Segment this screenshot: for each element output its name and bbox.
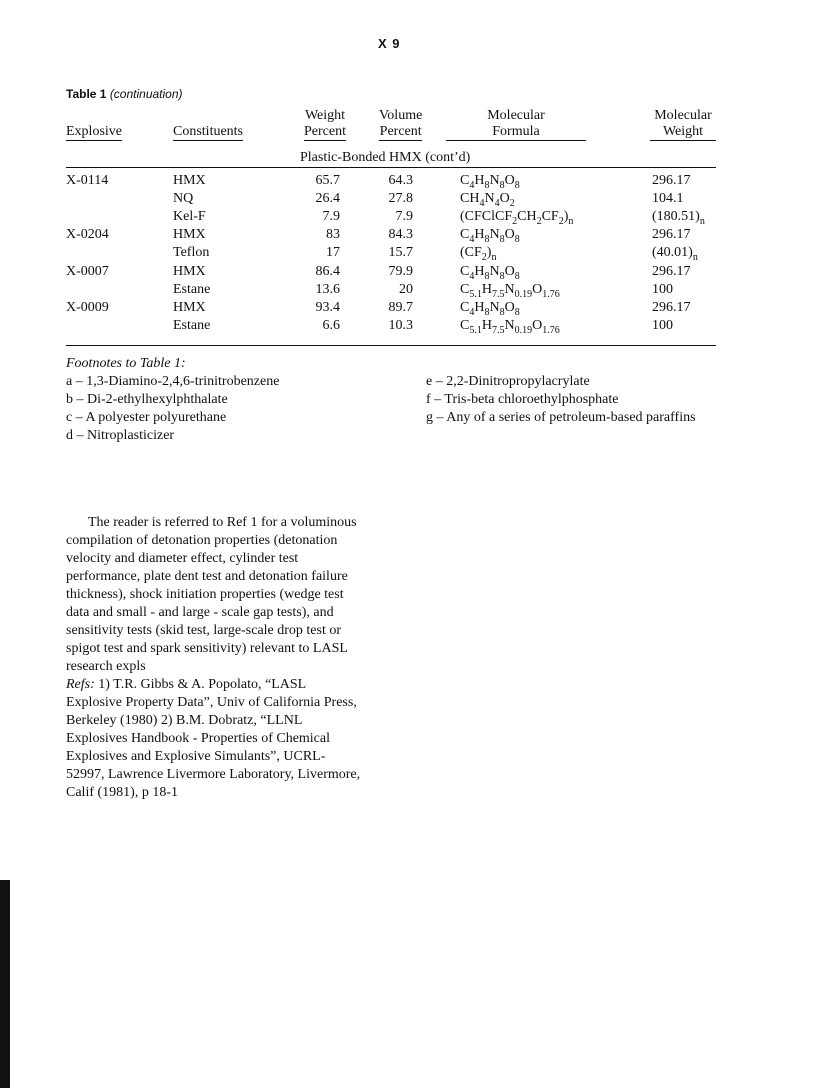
cell-explosive: X-0114 bbox=[66, 173, 109, 188]
cell-weight-percent: 65.7 bbox=[315, 173, 340, 188]
table-caption-note: (continuation) bbox=[109, 87, 183, 101]
table-bottom-rule bbox=[66, 345, 716, 346]
table-row bbox=[0, 263, 818, 281]
table-row bbox=[0, 172, 818, 190]
refs-label: Refs: bbox=[66, 677, 95, 692]
cell-weight-percent: 6.6 bbox=[322, 317, 340, 333]
table-row bbox=[0, 281, 818, 299]
references bbox=[66, 676, 362, 802]
cell-molecular-weight: 100 bbox=[652, 317, 673, 333]
cell-volume-percent: 15.7 bbox=[388, 245, 413, 261]
cell-volume-percent: 27.8 bbox=[388, 191, 413, 207]
cell-constituent: Teflon bbox=[173, 245, 210, 261]
table-row bbox=[0, 244, 818, 262]
footnote-a: a – 1,3-Diamino-2,4,6-trinitrobenzene bbox=[66, 374, 280, 389]
header-volume-percent: Volume Percent bbox=[379, 108, 423, 139]
cell-molecular-formula: $C_{5.1}H_{7.5}N_{0.19}O_{1.76}$ bbox=[460, 317, 560, 336]
page-binding-edge bbox=[0, 880, 10, 1088]
cell-weight-percent: 86.4 bbox=[315, 263, 340, 279]
cell-molecular-weight: 296.17 bbox=[652, 173, 691, 188]
cell-explosive: X-0009 bbox=[66, 299, 109, 315]
footnote-b: b – Di-2-ethylhexylphthalate bbox=[66, 392, 228, 407]
table-top-rule bbox=[66, 167, 716, 168]
table-row bbox=[0, 208, 818, 226]
cell-molecular-weight: 296.17 bbox=[652, 263, 691, 279]
cell-volume-percent: 84.3 bbox=[388, 227, 413, 243]
cell-molecular-weight: $(180.51)_n$ bbox=[652, 209, 705, 227]
body-text-block bbox=[66, 514, 362, 802]
header-molecular-weight: Molecular Weight bbox=[650, 108, 716, 141]
cell-constituent: HMX bbox=[173, 227, 206, 243]
cell-constituent: HMX bbox=[173, 263, 206, 279]
cell-molecular-formula: $C_4H_8N_8O_8$ bbox=[460, 173, 520, 191]
page-number: X 9 bbox=[378, 36, 401, 51]
cell-molecular-formula: $C_4H_8N_8O_8$ bbox=[460, 299, 520, 318]
cell-weight-percent: 83 bbox=[326, 227, 340, 243]
cell-molecular-weight: 100 bbox=[652, 281, 673, 297]
footnote-f: f – Tris-beta chloroethylphosphate bbox=[426, 392, 619, 407]
header-constituents: Constituents bbox=[173, 124, 244, 139]
cell-molecular-formula: $C_4H_8N_8O_8$ bbox=[460, 263, 520, 282]
cell-volume-percent: 7.9 bbox=[395, 209, 413, 225]
cell-molecular-weight: $(40.01)_n$ bbox=[652, 245, 698, 264]
footnote-g: g – Any of a series of petroleum-based paraffins bbox=[426, 410, 696, 425]
table-row bbox=[0, 226, 818, 244]
cell-weight-percent: 26.4 bbox=[315, 191, 340, 207]
cell-constituent: Kel-F bbox=[173, 209, 206, 225]
cell-weight-percent: 7.9 bbox=[322, 209, 340, 225]
cell-molecular-formula: $(CF_2)_n$ bbox=[460, 245, 497, 264]
cell-volume-percent: 64.3 bbox=[388, 173, 413, 188]
table-caption bbox=[66, 87, 183, 101]
cell-explosive: X-0204 bbox=[66, 227, 109, 243]
body-paragraph: The reader is referred to Ref 1 for a voluminous compilation of detonation properties (detonation velocity and diameter effect, cylinder test performance, plate dent test and detonation failure thickness), shock initiation properties (wedge test data and small - and large - scale gap tests), and sensitivity tests (skid test, large-scale drop test or spigot test and spark sensitivity) relevant to LASL research expls bbox=[66, 515, 357, 674]
cell-molecular-weight: 104.1 bbox=[652, 191, 684, 207]
cell-molecular-formula: $C_4H_8N_8O_8$ bbox=[460, 227, 520, 246]
cell-volume-percent: 10.3 bbox=[388, 317, 413, 333]
table-row bbox=[0, 190, 818, 208]
cell-constituent: Estane bbox=[173, 281, 211, 297]
cell-explosive: X-0007 bbox=[66, 263, 109, 279]
header-explosive: Explosive bbox=[66, 124, 122, 139]
cell-weight-percent: 93.4 bbox=[315, 299, 340, 315]
table-group-label: Plastic-Bonded HMX (cont’d) bbox=[300, 150, 471, 165]
cell-molecular-weight: 296.17 bbox=[652, 227, 691, 243]
header-molecular-formula: Molecular Formula bbox=[446, 108, 586, 141]
cell-molecular-weight: 296.17 bbox=[652, 299, 691, 315]
header-weight-percent: Weight Percent bbox=[304, 108, 346, 139]
table-caption-label: Table 1 bbox=[66, 87, 107, 101]
refs-text: 1) T.R. Gibbs & A. Popolato, “LASL Explosive Property Data”, Univ of California Press, Berkeley (1980) 2) B.M. Dobratz, “LLNL Explosives Handbook - Properties of Chemical Explosives and Explosive Simulants”, UCRL-52997, Lawrence Livermore Laboratory, Livermore, Calif (1981), p 18-1 bbox=[66, 677, 361, 800]
cell-constituent: NQ bbox=[173, 191, 194, 207]
footnotes-title: Footnotes to Table 1: bbox=[66, 356, 186, 371]
cell-constituent: Estane bbox=[173, 317, 211, 333]
table-row bbox=[0, 317, 818, 335]
cell-volume-percent: 20 bbox=[399, 281, 413, 297]
cell-volume-percent: 79.9 bbox=[388, 263, 413, 279]
cell-molecular-formula: $C_{5.1}H_{7.5}N_{0.19}O_{1.76}$ bbox=[460, 281, 560, 300]
cell-weight-percent: 17 bbox=[326, 245, 340, 261]
footnote-c: c – A polyester polyurethane bbox=[66, 410, 227, 425]
table-row bbox=[0, 299, 818, 317]
footnote-e: e – 2,2-Dinitropropylacrylate bbox=[426, 374, 590, 389]
cell-constituent: HMX bbox=[173, 299, 206, 315]
cell-constituent: HMX bbox=[173, 173, 206, 188]
cell-weight-percent: 13.6 bbox=[315, 281, 340, 297]
footnote-d: d – Nitroplasticizer bbox=[66, 428, 175, 443]
cell-molecular-formula: $CH_4N_4O_2$ bbox=[460, 191, 515, 209]
cell-molecular-formula: $(CFClCF_2CH_2CF_2)_n$ bbox=[460, 209, 574, 227]
cell-volume-percent: 89.7 bbox=[388, 299, 413, 315]
